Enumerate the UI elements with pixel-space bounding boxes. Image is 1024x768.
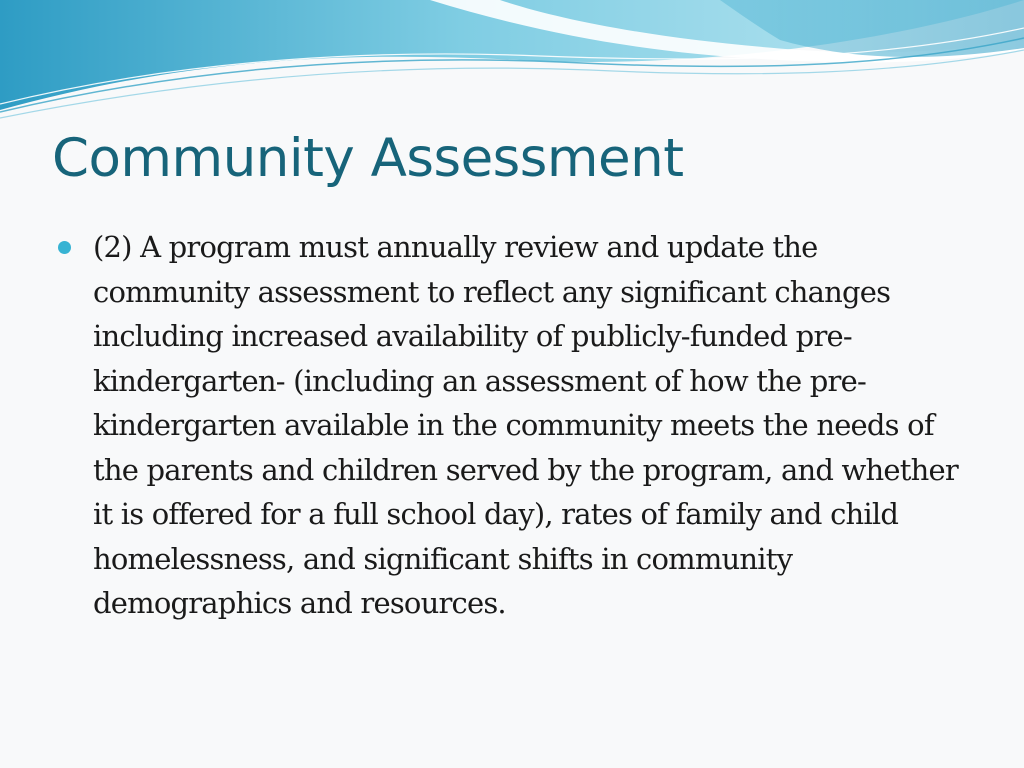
bullet-text: (2) A program must annually review and update the community assessment to reflect any significant changes including increased availability of publicly-funded pre-kindergarten- (including an assessment of how the pre-kindergarten available in the community meets the needs of the parents and children served by the program, and whether it is offered for a full school day), rates of family and child homelessness, and significant shifts in community demographics and resources.: [93, 230, 958, 620]
bullet-list: [58, 225, 958, 626]
slide-title: Community Assessment: [52, 128, 684, 189]
bullet-item: [58, 225, 958, 626]
header-wave-decoration: [0, 0, 1024, 130]
bullet-circle-icon: [58, 241, 71, 254]
